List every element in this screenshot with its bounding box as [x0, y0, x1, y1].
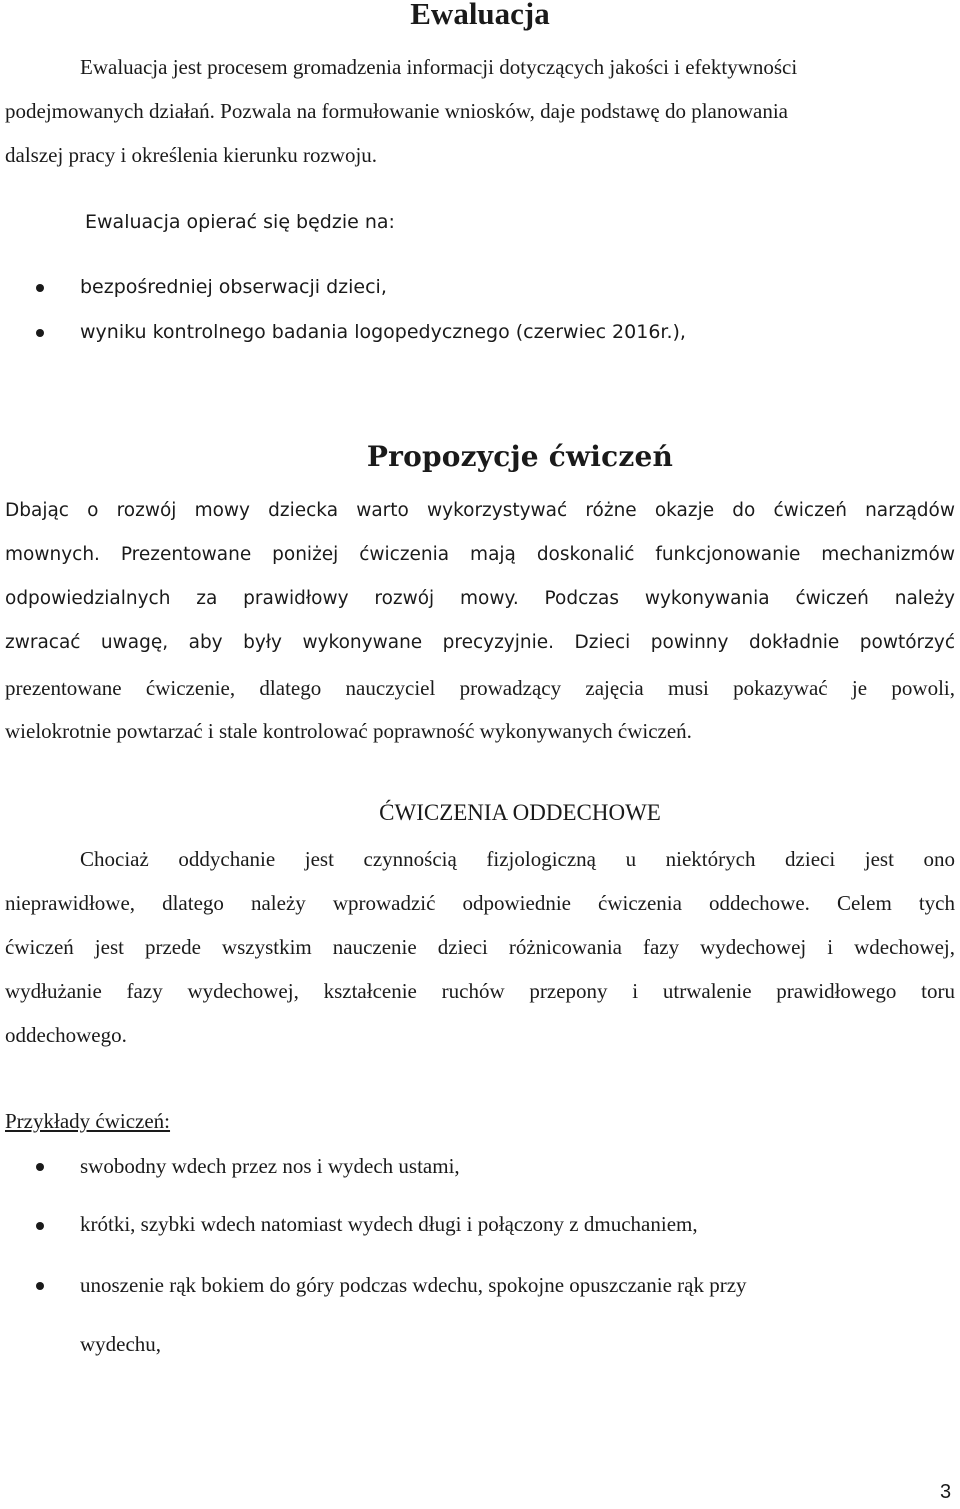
evaluation-line-2: podejmowanych działań. Pozwala na formułowanie wniosków, daje podstawę do planowania	[5, 99, 788, 123]
proposals-line-2-text: mownych. Prezentowane poniżej ćwiczenia mają doskonalić funkcjonowanie mechanizmów	[5, 544, 955, 565]
breathing-line-5: oddechowego.	[5, 1023, 127, 1047]
breathing-line-1-text: Chociaż oddychanie jest czynnością fizjologiczną u niektórych dzieci jest ono	[80, 847, 955, 871]
evaluation-basis-intro: Ewaluacja opierać się będzie na:	[85, 211, 395, 233]
proposals-line-5	[5, 676, 955, 701]
breathing-line-1	[80, 847, 955, 872]
proposals-line-4	[5, 632, 955, 653]
breathing-line-4	[5, 979, 955, 1004]
breathing-line-2	[5, 891, 955, 916]
evaluation-basis-item-2: wyniku kontrolnego badania logopedycznego (czerwiec 2016r.),	[80, 321, 686, 343]
bullet-icon	[36, 329, 44, 337]
examples-label: Przykłady ćwiczeń:	[5, 1109, 171, 1133]
proposals-line-1-text: Dbając o rozwój mowy dziecka warto wykorzystywać różne okazje do ćwiczeń narządów	[5, 500, 955, 521]
page-number: 3	[940, 1481, 952, 1503]
proposals-line-1	[5, 500, 955, 521]
bullet-icon	[36, 1282, 44, 1290]
example-item-3: unoszenie rąk bokiem do góry podczas wdechu, spokojne opuszczanie rąk przy	[80, 1273, 747, 1297]
bullet-icon	[36, 284, 44, 292]
proposals-heading: Propozycje ćwiczeń	[366, 440, 674, 473]
evaluation-line-3: dalszej pracy i określenia kierunku rozwoju.	[5, 143, 378, 167]
example-item-1: swobodny wdech przez nos i wydech ustami,	[80, 1154, 460, 1178]
proposals-line-2	[5, 544, 955, 565]
breathing-line-3-text: ćwiczeń jest przede wszystkim nauczenie dzieci różnicowania fazy wydechowej i wdechowej,	[5, 935, 955, 959]
breathing-heading: ĆWICZENIA ODDECHOWE	[379, 800, 661, 825]
example-item-3-continuation: wydechu,	[80, 1332, 162, 1356]
breathing-line-4-text: wydłużanie fazy wydechowej, kształcenie ruchów przepony i utrwalenie prawidłowego toru	[5, 979, 955, 1003]
example-item-2: krótki, szybki wdech natomiast wydech długi i połączony z dmuchaniem,	[80, 1212, 698, 1236]
bullet-icon	[36, 1163, 44, 1171]
breathing-line-2-text: nieprawidłowe, dlatego należy wprowadzić odpowiednie ćwiczenia oddechowe. Celem tych	[5, 891, 955, 915]
proposals-line-6: wielokrotnie powtarzać i stale kontrolować poprawność wykonywanych ćwiczeń.	[5, 719, 692, 743]
proposals-line-3	[5, 588, 955, 609]
page-title: Ewaluacja	[410, 0, 550, 31]
evaluation-line-1: Ewaluacja jest procesem gromadzenia informacji dotyczących jakości i efektywności	[80, 55, 798, 79]
breathing-line-3	[5, 935, 955, 960]
bullet-icon	[36, 1222, 44, 1230]
proposals-line-3-text: odpowiedzialnych za prawidłowy rozwój mowy. Podczas wykonywania ćwiczeń należy	[5, 588, 955, 609]
evaluation-basis-item-1: bezpośredniej obserwacji dzieci,	[80, 276, 387, 298]
proposals-line-4-text: zwracać uwagę, aby były wykonywane precyzyjnie. Dzieci powinny dokładnie powtórzyć	[5, 632, 955, 653]
proposals-line-5-text: prezentowane ćwiczenie, dlatego nauczyciel prowadzący zajęcia musi pokazywać je powoli,	[5, 676, 955, 700]
